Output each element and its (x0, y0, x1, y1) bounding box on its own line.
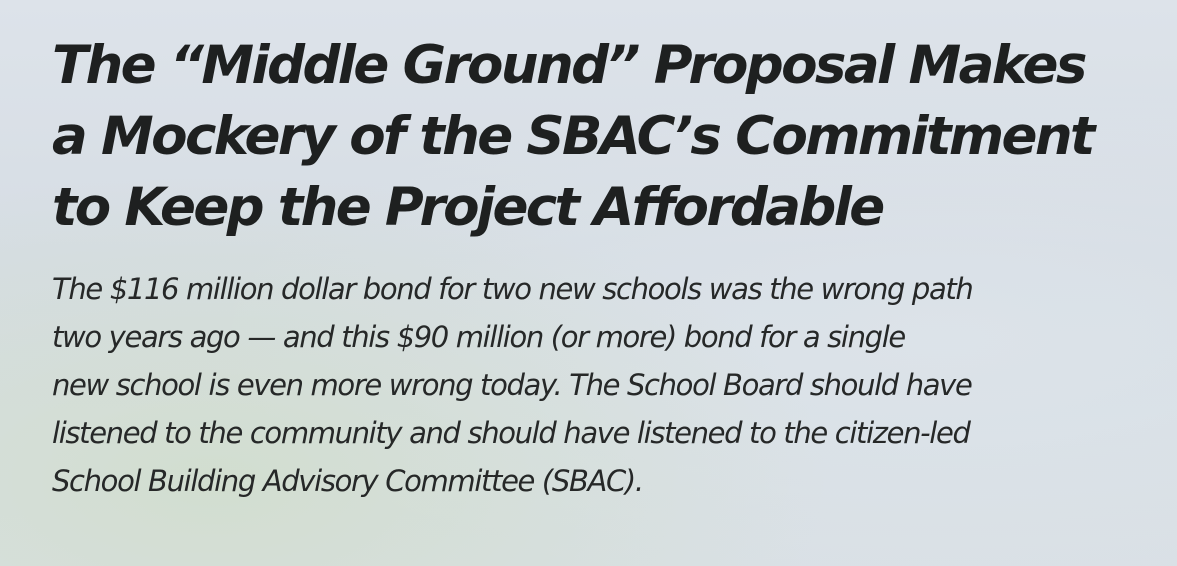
lede-paragraph (52, 265, 1152, 505)
lede-line: two years ago — and this $90 million (or more) bond for a single (52, 320, 905, 354)
headline-line: a Mockery of the SBAC’s Commitment (52, 106, 1093, 167)
lede-line: listened to the community and should have listened to the citizen-led (52, 416, 970, 450)
headline-line: The “Middle Ground” Proposal Makes (52, 35, 1085, 96)
lede-line: new school is even more wrong today. The School Board should have (52, 368, 972, 402)
lede-line: The $116 million dollar bond for two new schools was the wrong path (52, 272, 973, 306)
lede-line: School Building Advisory Committee (SBAC). (52, 464, 643, 498)
headline (52, 30, 1152, 243)
headline-line: to Keep the Project Affordable (52, 177, 883, 238)
article (52, 30, 1152, 505)
